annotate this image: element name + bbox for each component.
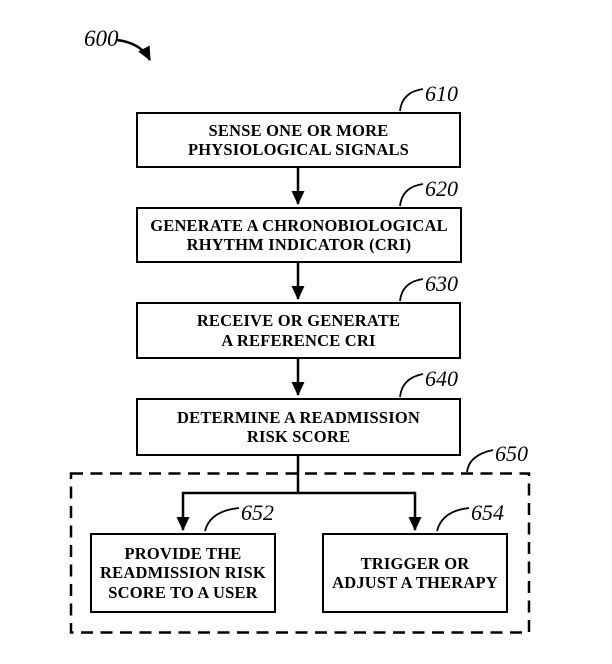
ref-label-654: 654 bbox=[471, 500, 504, 525]
flow-box-610 bbox=[136, 112, 461, 168]
figure-ref-arrow bbox=[117, 40, 150, 60]
leader-654 bbox=[437, 508, 469, 531]
flow-box-654 bbox=[322, 533, 508, 613]
ref-label-652: 652 bbox=[241, 500, 274, 525]
figure-ref-600: 600 bbox=[84, 26, 119, 51]
flow-box-620 bbox=[136, 207, 462, 263]
ref-label-650: 650 bbox=[495, 441, 528, 466]
ref-label-630: 630 bbox=[425, 271, 458, 296]
flow-box-652-line-3: SCORE TO A USER bbox=[108, 582, 258, 602]
leader-630 bbox=[400, 279, 423, 301]
leader-652 bbox=[205, 508, 239, 531]
leader-620 bbox=[400, 184, 423, 206]
flow-box-640-line-2: RISK SCORE bbox=[246, 427, 351, 446]
flow-box-610-line-1: SENSE ONE OR MORE bbox=[208, 120, 389, 140]
flow-box-654-line-2: ADJUST A THERAPY bbox=[332, 573, 498, 592]
flow-box-610-line-2: PHYSIOLOGICAL SIGNALS bbox=[187, 140, 410, 159]
ref-label-610: 610 bbox=[425, 81, 458, 106]
flow-box-654-line-1: TRIGGER OR bbox=[360, 553, 470, 573]
flow-box-630 bbox=[136, 302, 461, 359]
flow-box-640-line-1: DETERMINE A READMISSION bbox=[177, 407, 420, 427]
flow-box-630-line-1: RECEIVE OR GENERATE bbox=[196, 311, 401, 330]
flow-box-620-line-2: RHYTHM INDICATOR (CRI) bbox=[186, 235, 412, 254]
leader-650 bbox=[467, 450, 493, 472]
flow-box-652-line-1: PROVIDE THE bbox=[124, 543, 242, 563]
flow-box-620-line-1: GENERATE A CHRONOBIOLOGICAL bbox=[150, 215, 448, 235]
ref-label-640: 640 bbox=[425, 366, 458, 391]
flow-box-630-line-2: A REFERENCE CRI bbox=[221, 330, 376, 350]
flow-box-652-line-2: READMISSION RISK bbox=[100, 563, 266, 583]
flow-box-652 bbox=[90, 533, 276, 613]
leader-610 bbox=[400, 89, 423, 111]
leader-640 bbox=[400, 374, 423, 397]
ref-label-620: 620 bbox=[425, 176, 458, 201]
flow-box-640 bbox=[136, 398, 461, 456]
